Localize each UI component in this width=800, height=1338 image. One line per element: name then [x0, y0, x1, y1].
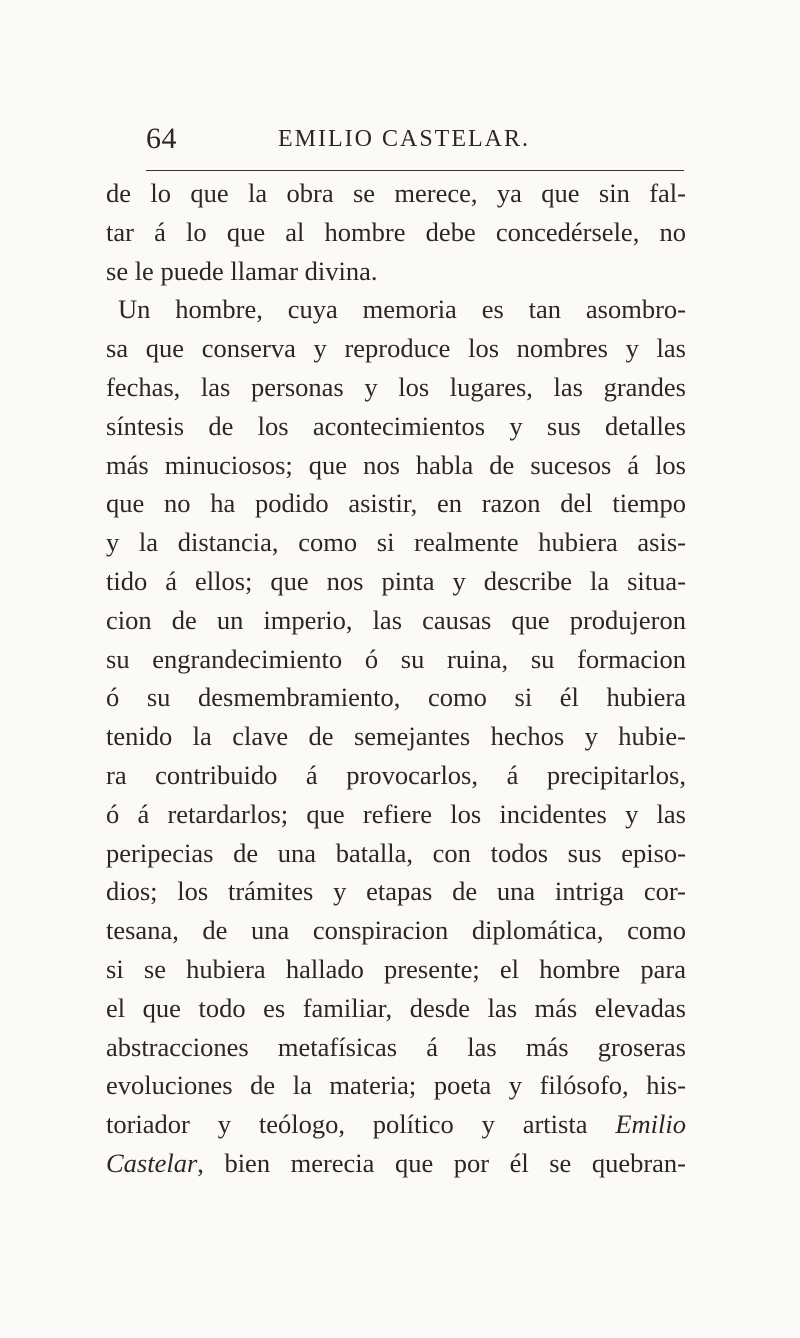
- text-line: tar á lo que al hombre debe concedérsele, no: [106, 216, 686, 247]
- text-line: ó á retardarlos; que refiere los incidentes y las: [106, 798, 686, 829]
- text-line: Un hombre, cuya memoria es tan asombro-: [118, 294, 686, 325]
- italic-name: Emilio: [615, 1109, 686, 1140]
- text-line: abstracciones metafísicas á las más groseras: [106, 1031, 686, 1062]
- text-line: cion de un imperio, las causas que produjeron: [106, 604, 686, 635]
- text-line: el que todo es familiar, desde las más elevadas: [106, 992, 686, 1023]
- text-line-end: , bien merecia que por él se quebran-: [197, 1147, 686, 1178]
- text-line: sa que conserva y reproduce los nombres y las: [106, 333, 686, 364]
- text-line: y la distancia, como si realmente hubiera asis-: [106, 527, 686, 558]
- text-line-start: toriador y teólogo, político y artista: [106, 1109, 616, 1140]
- text-line: peripecias de una batalla, con todos sus episo-: [106, 837, 686, 868]
- text-line: ra contribuido á provocarlos, á precipitarlos,: [106, 759, 686, 790]
- running-head: [146, 118, 686, 158]
- text-line: fechas, las personas y los lugares, las grandes: [106, 371, 686, 402]
- text-line: de lo que la obra se merece, ya que sin fal-: [106, 178, 686, 208]
- text-line: su engrandecimiento ó su ruina, su formacion: [106, 643, 686, 674]
- text-line: que no ha podido asistir, en razon del tiempo: [106, 488, 686, 519]
- text-line: evoluciones de la materia; poeta y filósofo, his-: [106, 1070, 686, 1101]
- text-line: dios; los trámites y etapas de una intriga cor-: [106, 876, 686, 907]
- text-line: [106, 1144, 686, 1183]
- text-line: tesana, de una conspiracion diplomática, como: [106, 915, 686, 946]
- text-line: se le puede llamar divina.: [106, 255, 378, 286]
- text-line: más minuciosos; que nos habla de sucesos á los: [106, 449, 686, 480]
- text-line: ó su desmembramiento, como si él hubiera: [106, 682, 686, 713]
- page-number: 64: [146, 122, 177, 155]
- header-title: EMILIO CASTELAR.: [278, 126, 530, 152]
- text-line: síntesis de los acontecimientos y sus detalles: [106, 410, 686, 441]
- text-line: tido á ellos; que nos pinta y describe la situa-: [106, 565, 686, 596]
- italic-name: Castelar: [106, 1147, 198, 1178]
- text-line: [106, 1105, 686, 1144]
- header-rule: [146, 170, 684, 171]
- body-text: [106, 174, 686, 1183]
- text-line: tenido la clave de semejantes hechos y hubie-: [106, 721, 686, 752]
- text-line: si se hubiera hallado presente; el hombre para: [106, 953, 686, 984]
